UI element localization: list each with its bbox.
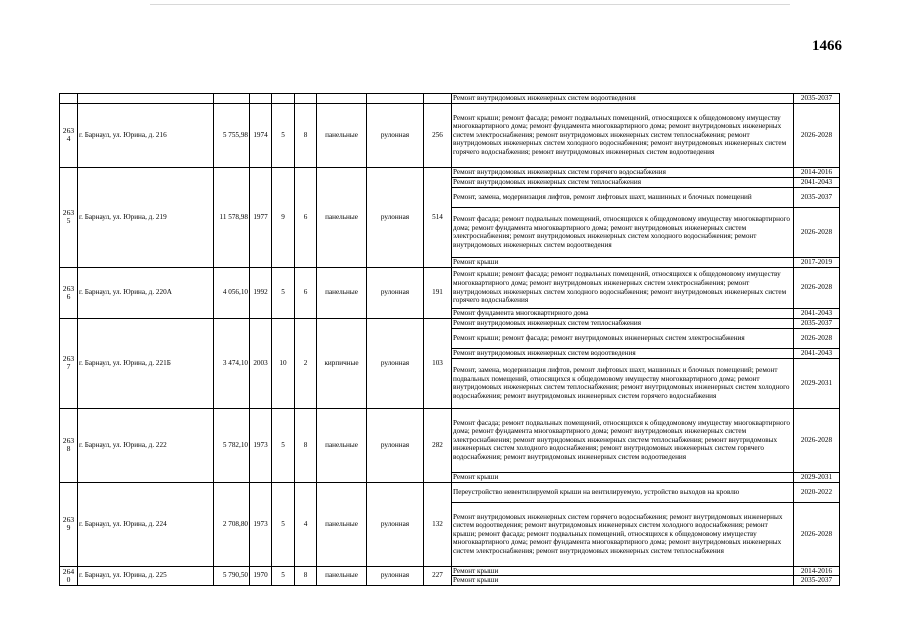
cell-period: 2026-2028 [794,328,840,348]
cell-year [250,94,272,104]
cell-area: 2 708,80 [214,482,250,566]
cell-work: Ремонт внутридомовых инженерных систем водоотведения [452,94,794,104]
cell-year: 1970 [250,566,272,585]
cell-work: Ремонт внутридомовых инженерных систем горячего водоснабжения; ремонт внутридомовых инженерных систем водоотведения; ремонт внутридомовых инженерных систем холодного водоснабжения; ремонт крыши; ремонт фасада; ремонт подвальных помещений, относящихся к общедомовому имуществу многоквартирного дома; ремонт фундамента многоквартирного дома; ремонт внутридомовых инженерных систем электроснабжения; ремонт внутридомовых инженерных систем теплоснабжения [452,502,794,566]
cell-address: г. Барнаул, ул. Юрина, д. 224 [78,482,214,566]
cell-no [60,167,78,267]
cell-no [60,482,78,566]
table-row [60,167,840,177]
cell-entrances: 8 [295,566,317,585]
cell-roof [367,94,424,104]
cell-period: 2029-2031 [794,472,840,482]
cell-work: Ремонт крыши [452,576,794,586]
cell-no [60,94,78,104]
cell-residents: 103 [424,318,452,408]
cell-floors [272,94,295,104]
table-row [60,566,840,576]
cell-entrances: 8 [295,408,317,482]
cell-address [78,94,214,104]
table-row [60,408,840,472]
cell-period: 2035-2037 [794,94,840,104]
cell-roof: рулонная [367,566,424,585]
cell-address: г. Барнаул, ул. Юрина, д. 216 [78,103,214,167]
cell-work: Ремонт внутридомовых инженерных систем горячего водоснабжения [452,167,794,177]
cell-walls [317,94,367,104]
cell-residents: 514 [424,167,452,267]
cell-floors: 10 [272,318,295,408]
cell-walls: панельные [317,167,367,267]
row-number: 263 8 [62,436,75,454]
cell-address: г. Барнаул, ул. Юрина, д. 222 [78,408,214,482]
cell-entrances: 8 [295,103,317,167]
cell-address: г. Барнаул, ул. Юрина, д. 221Б [78,318,214,408]
cell-work: Ремонт крыши; ремонт фасада; ремонт внутридомовых инженерных систем электроснабжения [452,328,794,348]
cell-work: Ремонт крыши; ремонт фасада; ремонт подвальных помещений, относящихся к общедомовому имуществу многоквартирного дома; ремонт фундамента многоквартирного дома; ремонт внутридомовых инженерных систем электроснабжения; ремонт внутридомовых инженерных систем теплоснабжения; ремонт внутридомовых инженерных систем холодного водоснабжения; ремонт внутридомовых инженерных систем горячего водоснабжения; ремонт внутридомовых инженерных систем водоотведения [452,103,794,167]
cell-no [60,267,78,318]
cell-residents [424,94,452,104]
cell-year: 2003 [250,318,272,408]
cell-address: г. Барнаул, ул. Юрина, д. 220А [78,267,214,318]
cell-entrances: 4 [295,482,317,566]
row-number: 263 9 [62,515,75,533]
cell-floors: 5 [272,103,295,167]
cell-work: Ремонт крыши; ремонт фасада; ремонт подвальных помещений, относящихся к общедомовому имуществу многоквартирного дома; ремонт внутридомовых инженерных систем электроснабжения; ремонт внутридомовых инженерных систем холодного водоснабжения; ремонт внутридомовых инженерных систем горячего водоснабжения [452,267,794,308]
row-number: 263 6 [62,283,75,301]
cell-period: 2026-2028 [794,207,840,257]
cell-roof: рулонная [367,482,424,566]
cell-period: 2026-2028 [794,408,840,472]
cell-work: Ремонт крыши [452,257,794,267]
cell-entrances: 2 [295,318,317,408]
cell-period: 2026-2028 [794,103,840,167]
cell-work: Ремонт внутридомовых инженерных систем водоотведения [452,348,794,358]
cell-year: 1973 [250,482,272,566]
cell-period: 2017-2019 [794,257,840,267]
cell-walls: панельные [317,482,367,566]
cell-period: 2014-2016 [794,566,840,576]
cell-area: 5 782,10 [214,408,250,482]
table-row [60,267,840,308]
row-number: 264 0 [62,566,75,584]
cell-entrances: 6 [295,167,317,267]
cell-residents: 256 [424,103,452,167]
cell-work: Ремонт фундамента многоквартирного дома [452,308,794,318]
table-row [60,318,840,328]
scan-artifact [150,4,790,5]
cell-period: 2026-2028 [794,267,840,308]
cell-area: 3 474,10 [214,318,250,408]
cell-walls: кирпичные [317,318,367,408]
cell-work: Ремонт фасада; ремонт подвальных помещений, относящихся к общедомовому имуществу многоквартирного дома; ремонт фундамента многоквартирного дома; ремонт внутридомовых инженерных систем электроснабжения; ремонт внутридомовых инженерных систем теплоснабжения; ремонт внутридомовых инженерных систем холодного водоснабжения; ремонт внутридомовых инженерных систем горячего водоснабжения; ремонт внутридомовых инженерных систем водоотведения [452,408,794,472]
cell-floors: 5 [272,482,295,566]
cell-area: 11 578,98 [214,167,250,267]
cell-address: г. Барнаул, ул. Юрина, д. 219 [78,167,214,267]
cell-no [60,408,78,482]
row-number: 263 7 [62,354,75,372]
cell-work: Ремонт внутридомовых инженерных систем теплоснабжения [452,177,794,187]
cell-period: 2029-2031 [794,358,840,408]
cell-entrances [295,94,317,104]
cell-work: Ремонт, замена, модернизация лифтов, ремонт лифтовых шахт, машинных и блочных помещений; ремонт подвальных помещений, относящихся к общедомовому имуществу многоквартирного дома; ремонт внутридомовых инженерных систем теплоснабжения; ремонт внутридомовых инженерных систем холодного водоснабжения; ремонт внутридомовых инженерных систем горячего водоснабжения [452,358,794,408]
cell-work: Ремонт фасада; ремонт подвальных помещений, относящихся к общедомовому имуществу многоквартирного дома; ремонт фундамента многоквартирного дома; ремонт внутридомовых инженерных систем электроснабжения; ремонт внутридомовых инженерных систем холодного водоснабжения; ремонт внутридомовых инженерных систем водоотведения [452,207,794,257]
cell-roof: рулонная [367,318,424,408]
cell-roof: рулонная [367,103,424,167]
cell-residents: 227 [424,566,452,585]
cell-walls: панельные [317,103,367,167]
cell-work: Ремонт крыши [452,472,794,482]
row-number: 263 5 [62,208,75,226]
cell-year: 1977 [250,167,272,267]
cell-no [60,318,78,408]
cell-residents: 282 [424,408,452,482]
cell-floors: 9 [272,167,295,267]
cell-roof: рулонная [367,167,424,267]
cell-period: 2020-2022 [794,482,840,502]
cell-residents: 191 [424,267,452,318]
cell-area: 4 056,10 [214,267,250,318]
cell-period: 2041-2043 [794,348,840,358]
cell-area: 5 755,98 [214,103,250,167]
table-row [60,94,840,104]
cell-period: 2014-2016 [794,167,840,177]
row-number: 263 4 [62,126,75,144]
table-row [60,482,840,502]
cell-year: 1973 [250,408,272,482]
cell-work: Переустройство невентилируемой крыши на вентилируемую, устройство выходов на кровлю [452,482,794,502]
cell-roof: рулонная [367,408,424,482]
cell-address: г. Барнаул, ул. Юрина, д. 225 [78,566,214,585]
cell-period: 2026-2028 [794,502,840,566]
cell-floors: 5 [272,267,295,318]
cell-year: 1992 [250,267,272,318]
cell-year: 1974 [250,103,272,167]
cell-floors: 5 [272,566,295,585]
table-body [60,94,840,586]
cell-walls: панельные [317,566,367,585]
repair-schedule-table [59,93,840,586]
page-number: 1466 [812,38,842,54]
cell-walls: панельные [317,267,367,318]
cell-walls: панельные [317,408,367,482]
cell-period: 2035-2037 [794,576,840,586]
cell-floors: 5 [272,408,295,482]
cell-period: 2041-2043 [794,177,840,187]
cell-work: Ремонт крыши [452,566,794,576]
cell-work: Ремонт, замена, модернизация лифтов, ремонт лифтовых шахт, машинных и блочных помещений [452,187,794,207]
cell-no [60,103,78,167]
cell-work: Ремонт внутридомовых инженерных систем теплоснабжения [452,318,794,328]
cell-residents: 132 [424,482,452,566]
cell-period: 2041-2043 [794,308,840,318]
cell-entrances: 6 [295,267,317,318]
cell-period: 2035-2037 [794,187,840,207]
cell-roof: рулонная [367,267,424,318]
cell-area: 5 790,50 [214,566,250,585]
cell-area [214,94,250,104]
table-row [60,103,840,167]
cell-period: 2035-2037 [794,318,840,328]
cell-no [60,566,78,585]
